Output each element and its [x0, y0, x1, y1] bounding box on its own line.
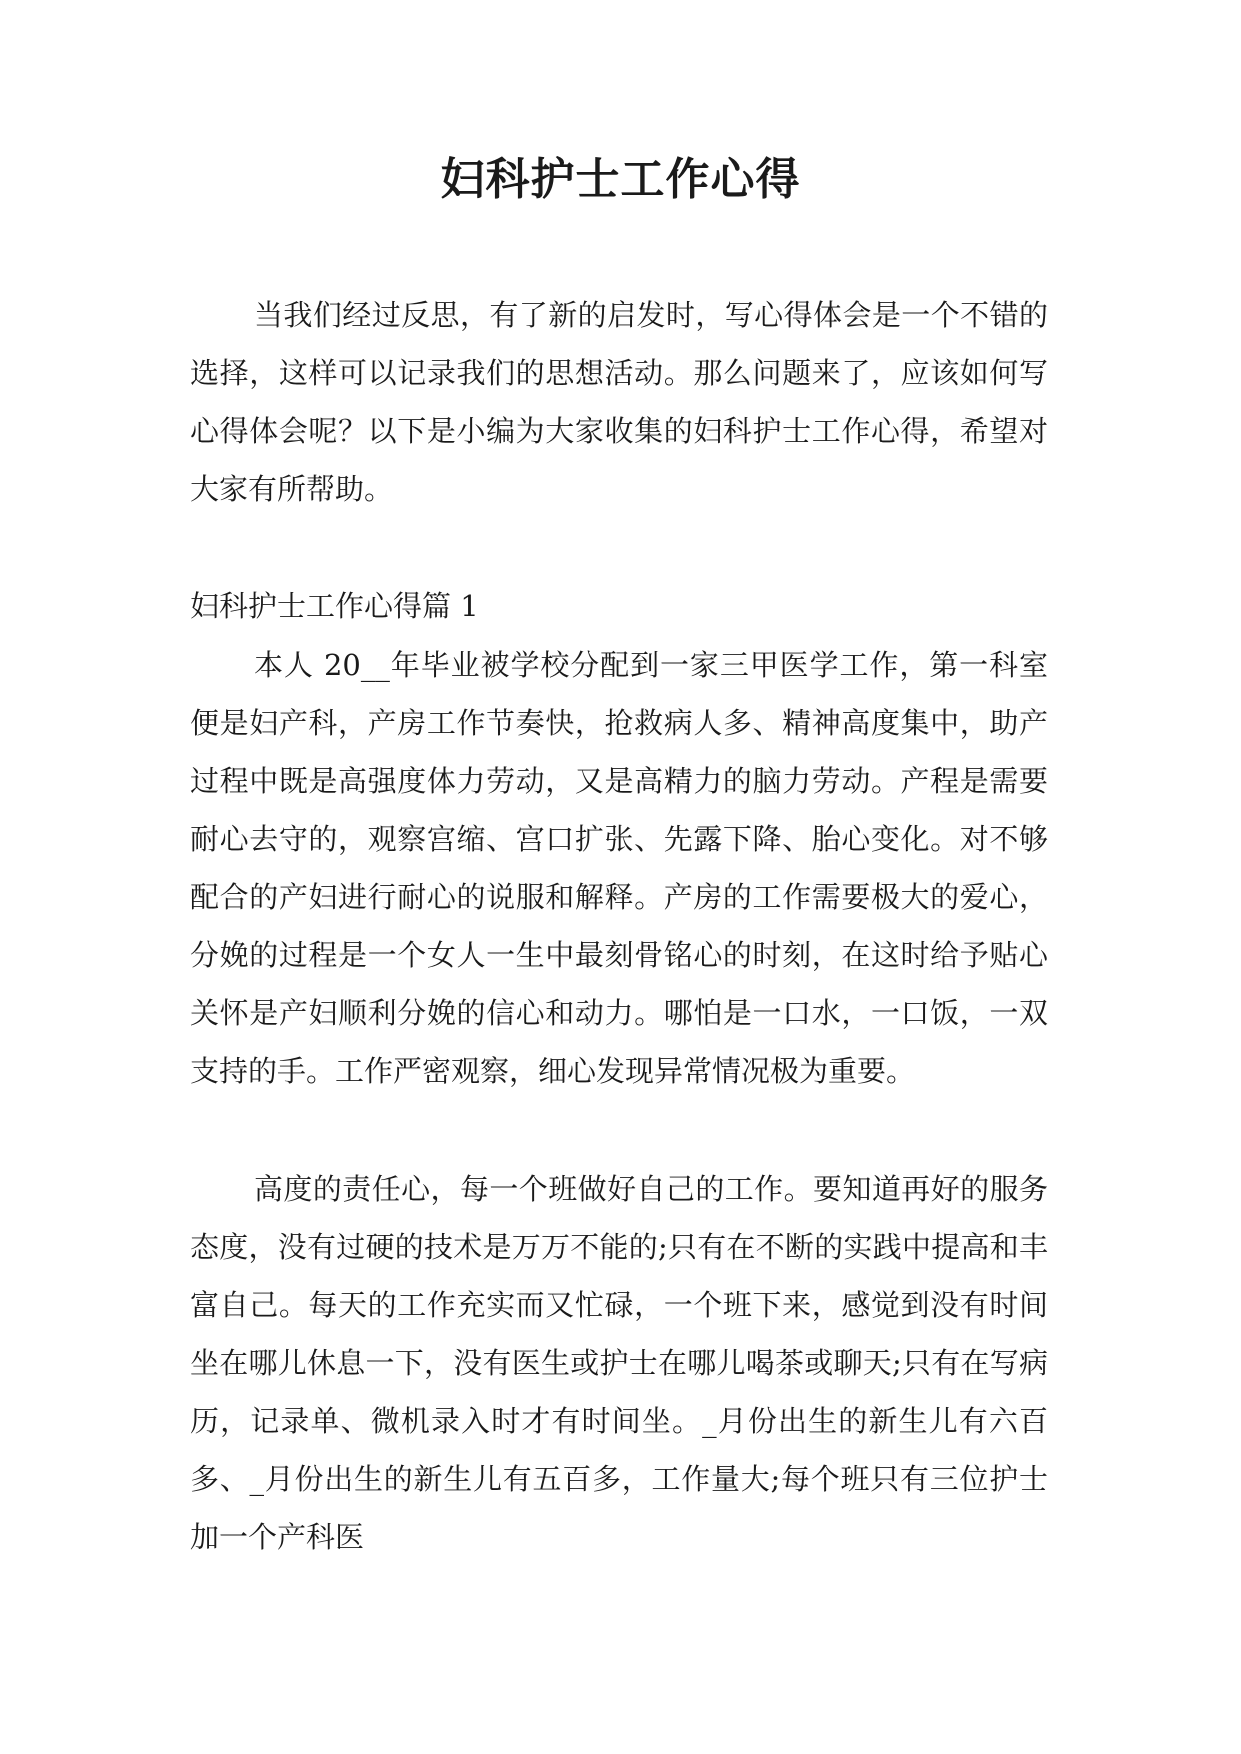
section-heading: 妇科护士工作心得篇 1	[190, 589, 479, 623]
body-paragraph: 本人 20__年毕业被学校分配到一家三甲医学工作，第一科室便是妇产科，产房工作节奏快，抢救病人多、精神高度集中，助产过程中既是高强度体力劳动，又是高精力的脑力劳动。产程是需要耐心去守的，观察宫缩、宫口扩张、先露下降、胎心变化。对不够配合的产妇进行耐心的说服和解释。产房的工作需要极大的爱心，分娩的过程是一个女人一生中最刻骨铭心的时刻，在这时给予贴心关怀是产妇顺利分娩的信心和动力。哪怕是一口水，一口饭，一双支持的手。工作严密观察，细心发现异常情况极为重要。	[190, 648, 1048, 1088]
intro-paragraph: 当我们经过反思，有了新的启发时，写心得体会是一个不错的选择，这样可以记录我们的思想活动。那么问题来了，应该如何写心得体会呢？以下是小编为大家收集的妇科护士工作心得，希望对大家有所帮助。	[190, 298, 1048, 506]
body-paragraph: 高度的责任心，每一个班做好自己的工作。要知道再好的服务态度，没有过硬的技术是万万不能的;只有在不断的实践中提高和丰富自己。每天的工作充实而又忙碌，一个班下来，感觉到没有时间坐在哪儿休息一下，没有医生或护士在哪儿喝茶或聊天;只有在写病历，记录单、微机录入时才有时间坐。_月份出生的新生儿有六百多、_月份出生的新生儿有五百多，工作量大;每个班只有三位护士加一个产科医	[190, 1172, 1048, 1554]
document-title: 妇科护士工作心得	[440, 154, 801, 205]
